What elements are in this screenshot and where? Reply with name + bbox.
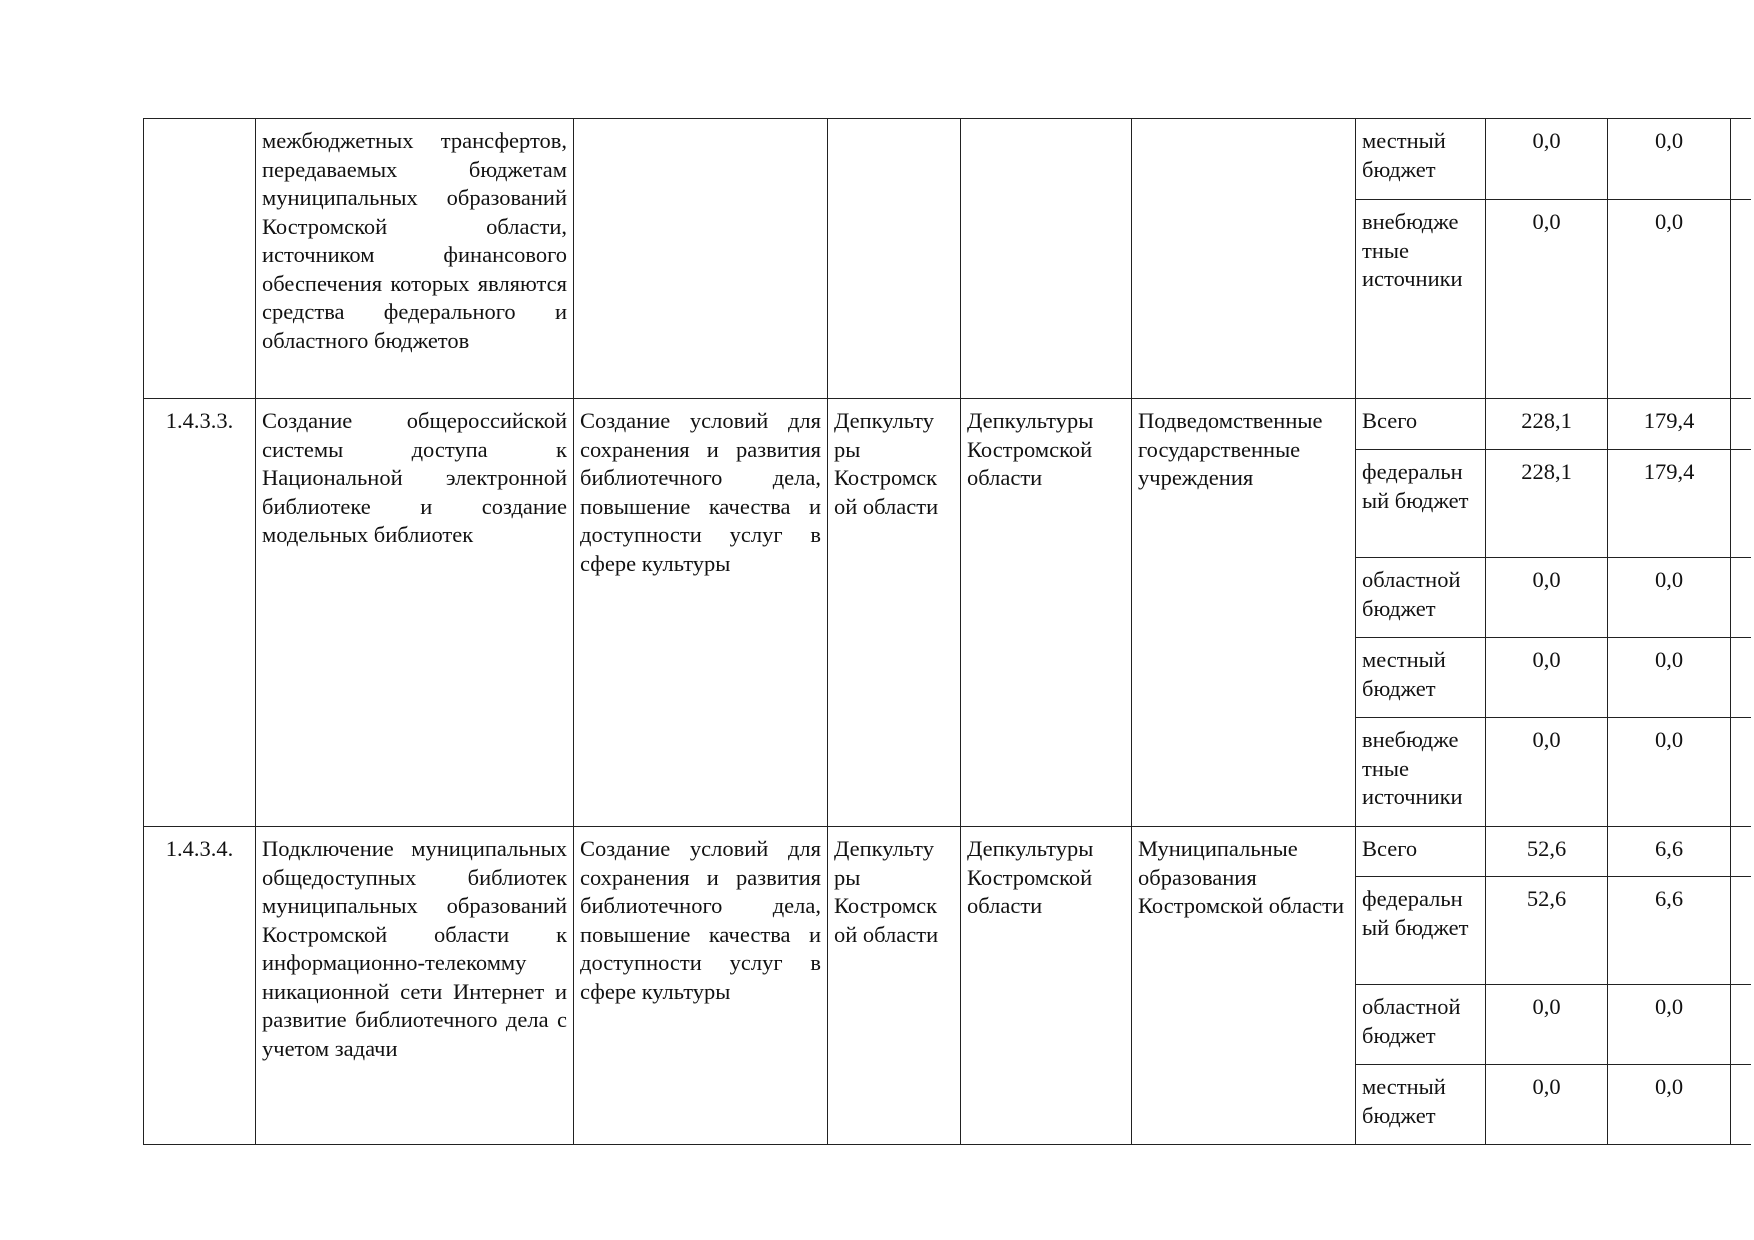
item-participant: Муниципальные образования Костромской области: [1132, 827, 1356, 1145]
source-value-2: 6,6: [1608, 827, 1731, 877]
item-executor: Депкульту ры Костромск ой области: [828, 827, 961, 1145]
source-label: внебюдже тные источники: [1356, 718, 1486, 827]
source-value-1: 0,0: [1486, 1065, 1608, 1145]
source-value-2: 0,0: [1608, 558, 1731, 638]
item-description: Подключение муниципальных общедоступных библиотек муниципальных образований Костромской области к информационно-телекомму никационной сети Интернет и развитие библиотечного дела с учетом задачи: [256, 827, 574, 1145]
cut-off-column: [1731, 558, 1751, 638]
cut-off-column: [1731, 450, 1751, 558]
source-label: Всего: [1356, 827, 1486, 877]
source-label: местный бюджет: [1356, 638, 1486, 718]
source-value-1: 228,1: [1486, 450, 1608, 558]
source-value-1: 0,0: [1486, 119, 1608, 200]
item-goal: Создание условий для сохранения и развития библиотечного дела, повышение качества и доступности услуг в сфере культуры: [574, 827, 828, 1145]
source-label: областной бюджет: [1356, 558, 1486, 638]
item-description: Создание общероссийской системы доступа к Национальной электронной библиотеке и создание модельных библиотек: [256, 399, 574, 827]
source-value-1: 0,0: [1486, 718, 1608, 827]
source-value-1: 0,0: [1486, 638, 1608, 718]
source-value-2: 0,0: [1608, 718, 1731, 827]
cut-off-column: [1731, 119, 1751, 200]
source-value-2: 0,0: [1608, 200, 1731, 399]
source-value-1: 0,0: [1486, 558, 1608, 638]
item-participant-cell: [1132, 119, 1356, 399]
source-value-1: 52,6: [1486, 877, 1608, 985]
source-label: федеральн ый бюджет: [1356, 450, 1486, 558]
item-coordinator: Депкультуры Костромской области: [961, 827, 1132, 1145]
source-value-1: 0,0: [1486, 985, 1608, 1065]
cut-off-column: [1731, 638, 1751, 718]
source-value-2: 179,4: [1608, 399, 1731, 450]
source-value-2: 0,0: [1608, 985, 1731, 1065]
program-activities-table: [143, 118, 1751, 1145]
source-label: внебюдже тные источники: [1356, 200, 1486, 399]
item-description-cell: [256, 119, 574, 399]
table-row-c-1: [144, 827, 1751, 877]
item-executor-cell: [828, 119, 961, 399]
item-description: межбюджетных трансфертов, передаваемых бюджетам муниципальных образований Костромской области, источником финансового обеспечения которых являются средства федерального и областного бюджетов: [262, 128, 567, 353]
item-code: 1.4.3.3.: [144, 399, 256, 827]
source-label: областной бюджет: [1356, 985, 1486, 1065]
source-label: Всего: [1356, 399, 1486, 450]
source-value-1: 228,1: [1486, 399, 1608, 450]
source-value-2: 0,0: [1608, 1065, 1731, 1145]
source-value-1: 0,0: [1486, 200, 1608, 399]
source-value-2: 6,6: [1608, 877, 1731, 985]
cut-off-column: [1731, 200, 1751, 399]
cut-off-column: [1731, 877, 1751, 985]
cut-off-column: [1731, 985, 1751, 1065]
item-participant: Подведомственные государственные учреждения: [1132, 399, 1356, 827]
source-label: местный бюджет: [1356, 1065, 1486, 1145]
cut-off-column: [1731, 718, 1751, 827]
item-executor: Депкульту ры Костромск ой области: [828, 399, 961, 827]
source-value-2: 179,4: [1608, 450, 1731, 558]
item-coordinator: Депкультуры Костромской области: [961, 399, 1132, 827]
source-value-1: 52,6: [1486, 827, 1608, 877]
source-label: местный бюджет: [1356, 119, 1486, 200]
table-row-b-1: [144, 399, 1751, 450]
item-coordinator-cell: [961, 119, 1132, 399]
table-row-a-1: [144, 119, 1751, 200]
cut-off-column: [1731, 1065, 1751, 1145]
item-goal: Создание условий для сохранения и развития библиотечного дела, повышение качества и доступности услуг в сфере культуры: [574, 399, 828, 827]
source-value-2: 0,0: [1608, 638, 1731, 718]
source-label: федеральн ый бюджет: [1356, 877, 1486, 985]
cut-off-column: [1731, 827, 1751, 877]
cut-off-column: [1731, 399, 1751, 450]
item-code-cell: [144, 119, 256, 399]
source-value-2: 0,0: [1608, 119, 1731, 200]
item-code: 1.4.3.4.: [144, 827, 256, 1145]
item-goal-cell: [574, 119, 828, 399]
